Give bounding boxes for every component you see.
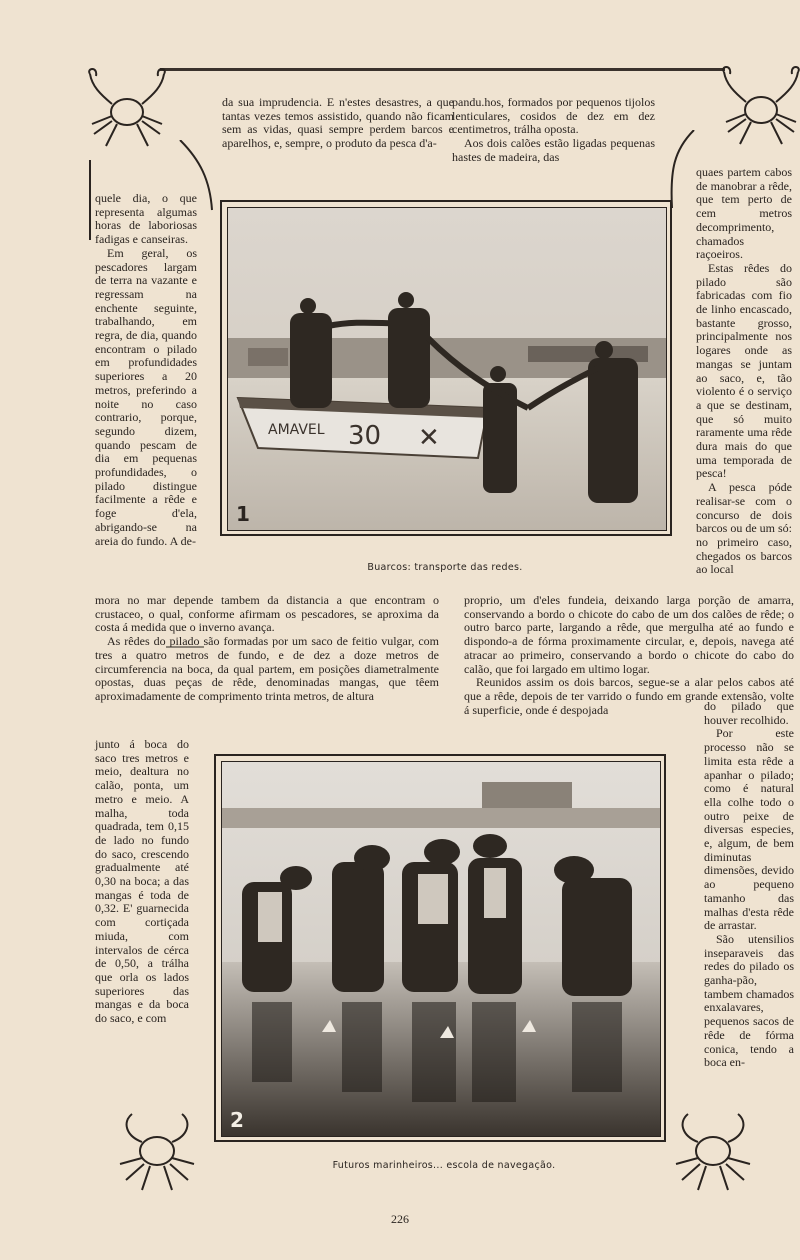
paragraph: São utensilios inseparaveis das redes do pilado os ganha-pão, tambem chamados enxalavares, pequenos sacos de rêde de fórma conica, tendo a boca en- [704,931,794,1070]
svg-text:✕: ✕ [418,423,440,453]
paragraph: As rêdes do pilado são formadas por um saco de feitio vulgar, com tres a quatro metros de fundo, e de dez a doze metros de circumferencia na boca, da qual partem, em posições diametralmente opostas, duas peças de rêde, denominadas mangas, que têem aproximadamente de comprimento trinta metros, de altura [95,634,439,703]
paragraph: da sua imprudencia. E n'estes desastres, a que tantas vezes temos assistido, quando não ficam sem as vidas, quasi sempre perdem barcos e aparelhos, e, sempre, o produto da pesca d'a- [222,95,454,151]
photo-fishermen-boat-drawing [228,208,666,530]
paragraph: do pilado que houver recolhido. [704,699,794,727]
paragraph: Em geral, os pescadores largam de terra na vazante e regressam na enchente seguinte, trabalhando, em regra, de dia, quando encontram o pilado em profundidades superiores a 20 metros, preferindo a noite no caso contrario, porque, segundo dizem, quando pescam de dia em pequenas profundidades, o pilado distingue facilmente a rêde e foge d'ela, abrigando-se na areia do fundo. A de- [95,245,197,548]
decorative-dash [166,644,204,650]
svg-text:AMAVEL: AMAVEL [268,422,325,438]
paragraph: junto á boca do saco tres metros e meio, dealtura no calão, ponta, um metro e meio. A malha, toda quadrada, tem 0,15 de lado no fundo do saco, crescendo gradualmente até 0,30 na boca; a das mangas é toda de 0,32. E' guarnecida com cortiçada miuda, com intervalos de cérca de 0,50, a trálha que orla os lados superiores das mangas e da boca do saco, e com [95,737,189,1026]
photo-image [227,207,667,531]
top-frame-rule [160,68,725,71]
text-column-top-right [452,96,655,165]
crab-ornament-bottom-left [112,1106,202,1196]
photo-caption-2: Futuros marinheiros... escola de navegação. [332,1160,556,1171]
crab-ornament-top-right [716,62,800,152]
paragraph: A pesca póde realisar-se com o concurso de dois barcos ou de um só: no primeiro caso, chegados os barcos ao local [696,480,792,577]
crab-icon [112,1106,202,1196]
crab-ornament-bottom-right [668,1106,758,1196]
paragraph: pandu.hos, formados por pequenos tijolos lenticulares, cosidos de dez em dez centimetros, trálha oposta. [452,95,655,137]
page-number: 226 [391,1212,409,1226]
text-column-top-middle [222,96,454,151]
crab-icon [668,1106,758,1196]
paragraph: quaes partem cabos de manobrar a rêde, que tem perto de cem metros decomprimento, chamados raçoeiros. [696,165,792,262]
photo-number: 2 [230,1108,244,1132]
text-column-wide-left [95,594,439,704]
photo-number: 1 [236,502,250,526]
text-column-left-lower [95,738,189,1026]
text-column-right-upper [696,166,792,577]
crab-icon [716,62,800,152]
photo-image [221,761,661,1137]
paragraph: Estas rêdes do pilado são fabricadas com fio de linho encascado, bastante grosso, principalmente nos logares onde as mangas se juntam ao saco, e, tão violento é o serviço a que se destinam, que só muito raramente uma rêde dura mais do que uma temporada de pesca! [696,260,792,481]
photo-boys-in-water-drawing [222,762,660,1136]
photo-caption-1: Buarcos: transporte das redes. [367,562,523,573]
svg-text:30: 30 [348,421,382,451]
photo-fishermen-boat [220,200,672,536]
text-column-left-upper [95,192,197,548]
paragraph: Por este processo não se limita esta rêde a apanhar o pilado; como é natural ella colhe todo o outro peixe de diversas especies, e, algum, de bem diminutas dimensões, devido ao pequeno tamanho das malhas d'esta rêde de arrastar. [704,726,794,933]
photo-boys-in-water [214,754,666,1142]
paragraph: Aos dois calões estão ligadas pequenas hastes de madeira, das [452,136,655,164]
paragraph: Reunidos assim os dois barcos, segue-se a alar pelos cabos até que a rêde, depois de ter varrido o fundo em grande extensão, volte á superficie, onde é despojada [464,675,794,717]
text-column-right-lower [704,700,794,1070]
paragraph: proprio, um d'eles fundeia, deixando larga porção de amarra, conservando a bordo o chicote do cabo de um dos calões de rêde; o outro barco parte, largando a rêde, que mergulha até ao fundo e dispondo-a de fórma proximamente circular, e, depois, navega até atracar ao primeiro, conservando a bordo o chicote do cabo do calão, que foi largado em ultimo logar. [464,593,794,676]
paragraph: mora no mar depende tambem da distancia a que encontram o crustaceo, o qual, conforme afirmam os pescadores, se aproxima da costa á medida que o inverno avança. [95,593,439,635]
paragraph: quele dia, o que representa algumas horas de laboriosas fadigas e canseiras. [95,191,197,247]
